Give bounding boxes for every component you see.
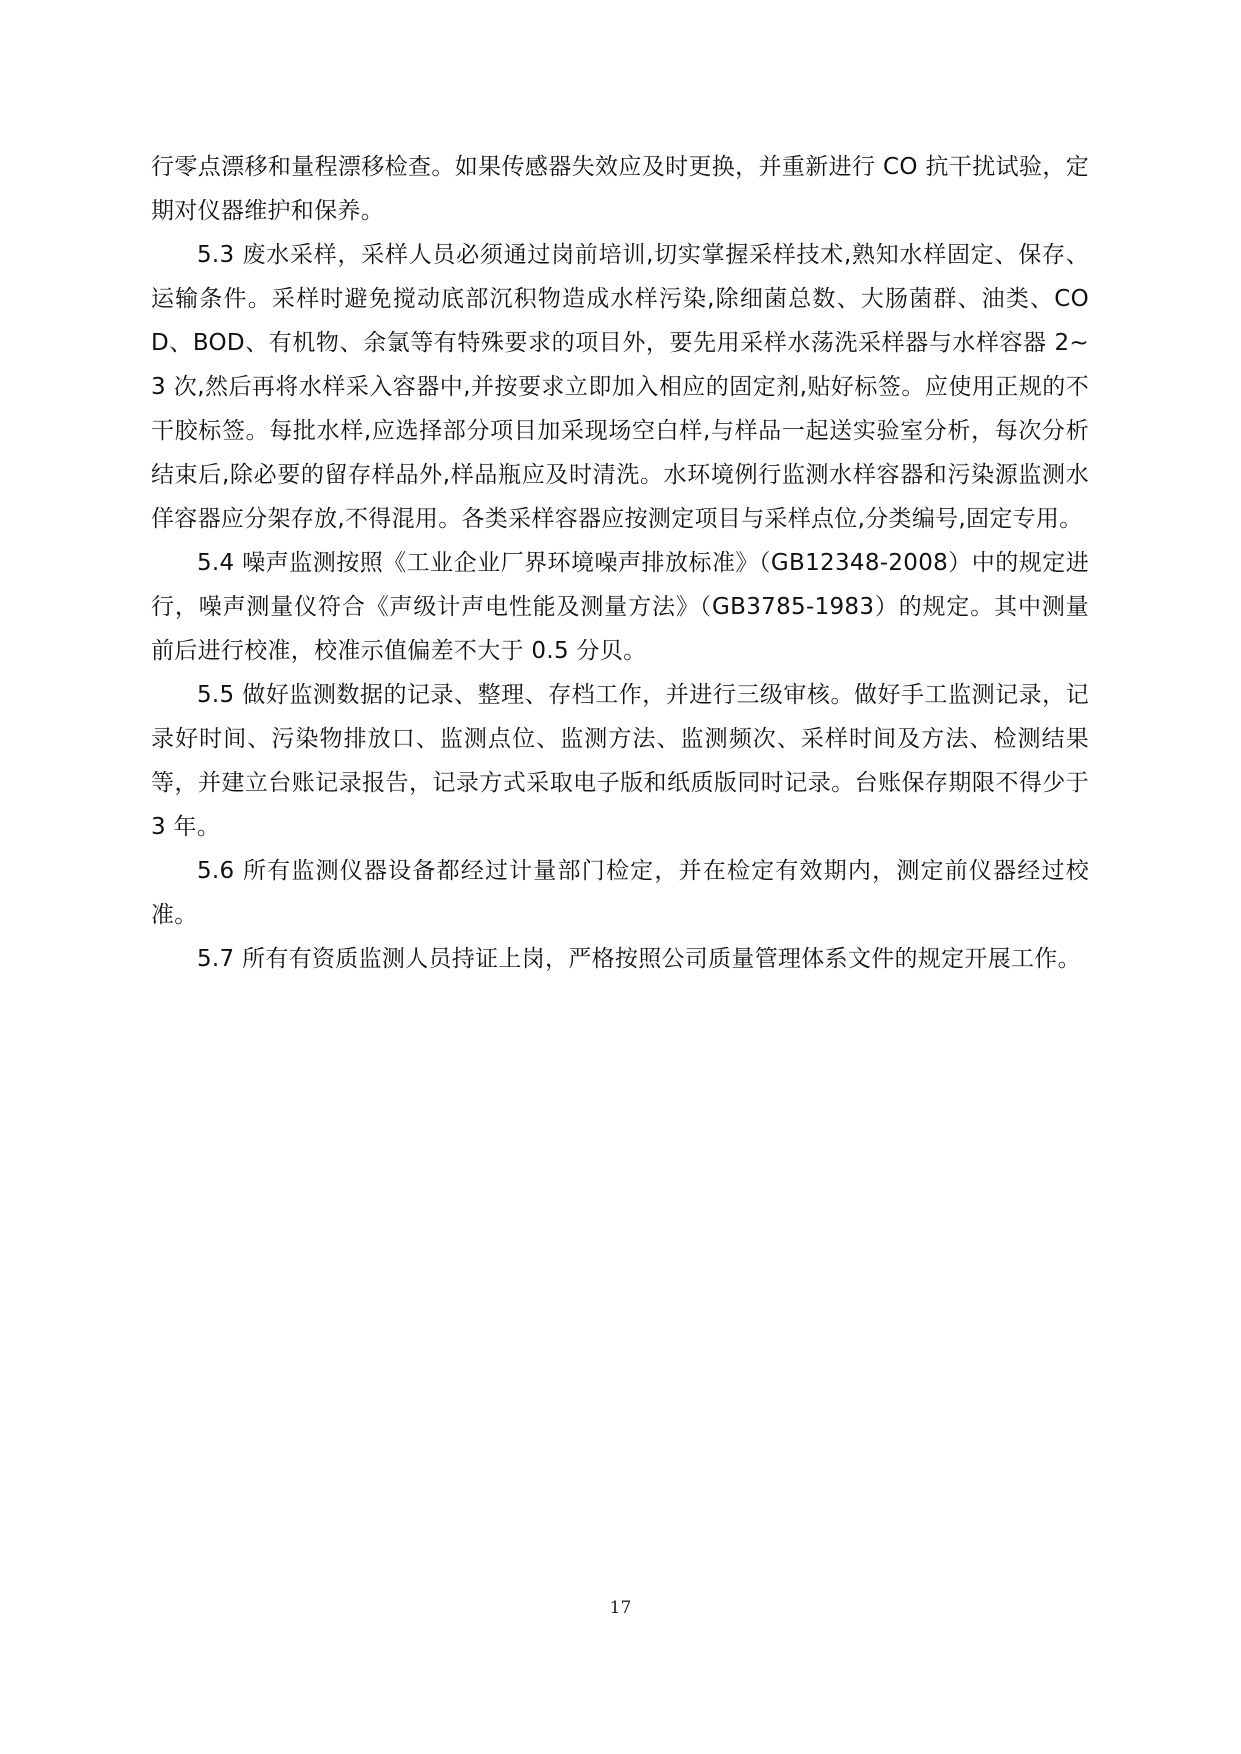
paragraph-5-3-wastewater-sampling: 5.3 废水采样，采样人员必须通过岗前培训,切实掌握采样技术,熟知水样固定、保存、运输条件。采样时避免搅动底部沉积物造成水样污染,除细菌总数、大肠菌群、油类、COD、BOD、有机物、余氯等有特殊要求的项目外，要先用采样水荡洗采样器与水样容器 2~3 次,然后再将水样采入容器中,并按要求立即加入相应的固定剂,贴好标签。应使用正规的不干胶标签。每批水样,应选择部分项目加采现场空白样,与样品一起送实验室分析，每次分析结束后,除必要的留存样品外,样品瓶应及时清洗。水环境例行监测水样容器和污染源监测水佯容器应分架存放,不得混用。各类采样容器应按测定项目与采样点位,分类编号,固定专用。	[151, 242, 1089, 532]
page-number: 17	[609, 1598, 632, 1618]
paragraph-5-7-certified-personnel: 5.7 所有有资质监测人员持证上岗，严格按照公司质量管理体系文件的规定开展工作。	[197, 946, 1081, 972]
document-body	[151, 145, 1089, 981]
paragraph-continuation: 行零点漂移和量程漂移检查。如果传感器失效应及时更换，并重新进行 CO 抗干扰试验，定期对仪器维护和保养。	[151, 154, 1089, 224]
paragraph-5-5-data-records: 5.5 做好监测数据的记录、整理、存档工作，并进行三级审核。做好手工监测记录，记录好时间、污染物排放口、监测点位、监测方法、监测频次、采样时间及方法、检测结果等，并建立台账记录报告，记录方式采取电子版和纸质版同时记录。台账保存期限不得少于 3 年。	[151, 682, 1089, 840]
paragraph-5-6-instrument-calibration: 5.6 所有监测仪器设备都经过计量部门检定，并在检定有效期内，测定前仪器经过校准。	[151, 858, 1089, 928]
paragraph-5-4-noise-monitoring: 5.4 噪声监测按照《工业企业厂界环境噪声排放标准》（GB12348-2008）中的规定进行，噪声测量仪符合《声级计声电性能及测量方法》（GB3785-1983）的规定。其中测量前后进行校准，校准示值偏差不大于 0.5 分贝。	[151, 550, 1089, 664]
